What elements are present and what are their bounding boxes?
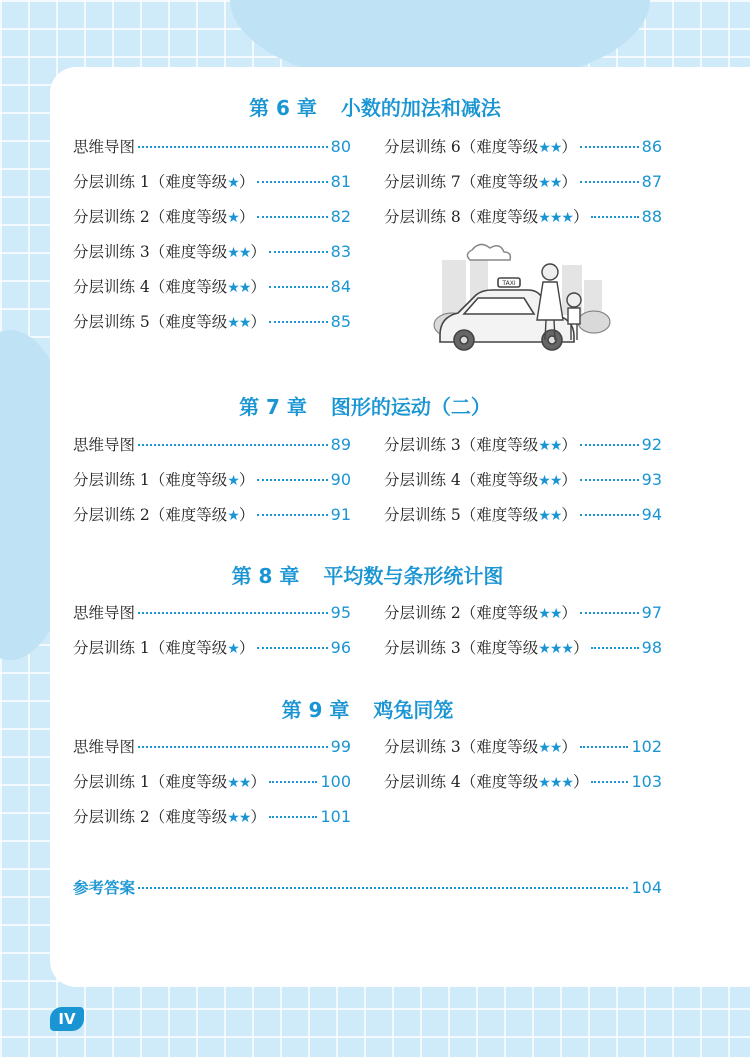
entry-label-text: 分层训练 4（难度等级 [384, 471, 539, 489]
difficulty-stars: ★★★ [538, 210, 573, 226]
entry-label-text: 分层训练 6（难度等级 [384, 138, 539, 156]
toc-entry[interactable] [73, 172, 351, 193]
entry-label-text: 分层训练 2（难度等级 [384, 604, 539, 622]
entry-label: 参考答案 [73, 879, 136, 897]
entry-label [384, 505, 577, 526]
entry-label [73, 807, 266, 828]
entry-page: 94 [641, 505, 662, 524]
difficulty-stars: ★★ [538, 740, 562, 756]
close-paren: ） [561, 471, 577, 489]
difficulty-stars: ★★★ [538, 641, 573, 657]
entry-page: 82 [330, 207, 351, 226]
toc-entry[interactable] [384, 207, 662, 228]
toc-entry[interactable] [73, 505, 351, 526]
entry-page: 104 [631, 878, 662, 897]
difficulty-stars: ★★ [227, 245, 251, 261]
difficulty-stars: ★★ [538, 140, 562, 156]
entry-page: 86 [641, 137, 662, 156]
close-paren: ） [250, 808, 266, 826]
toc-entry[interactable] [73, 470, 351, 491]
close-paren: ） [250, 243, 266, 261]
taxi-illustration [432, 240, 612, 355]
entry-label-text: 分层训练 1（难度等级 [73, 471, 228, 489]
entry-label-text: 思维导图 [73, 738, 136, 756]
entry-label-text: 分层训练 4（难度等级 [73, 278, 228, 296]
close-paren: ） [561, 604, 577, 622]
entry-label [73, 242, 266, 263]
entry-page: 103 [631, 772, 662, 791]
dot-leader [257, 647, 327, 649]
entry-page: 101 [320, 807, 351, 826]
entry-label [384, 638, 588, 659]
entry-label-text: 分层训练 3（难度等级 [384, 738, 539, 756]
toc-entry[interactable] [73, 207, 351, 228]
difficulty-stars: ★★ [227, 775, 251, 791]
dot-leader [269, 781, 318, 783]
entry-label [384, 603, 577, 624]
entry-page: 96 [330, 638, 351, 657]
entry-label-text: 分层训练 8（难度等级 [384, 208, 539, 226]
entry-label-text: 分层训练 3（难度等级 [73, 243, 228, 261]
entry-label [73, 312, 266, 333]
chapter-number: 第 9 章 [281, 698, 350, 722]
toc-entry[interactable] [384, 603, 662, 624]
close-paren: ） [561, 173, 577, 191]
dot-leader [257, 479, 327, 481]
close-paren: ） [250, 773, 266, 791]
entry-label-text: 思维导图 [73, 436, 136, 454]
entry-page: 92 [641, 435, 662, 454]
entry-page: 80 [330, 137, 351, 156]
entry-page: 81 [330, 172, 351, 191]
difficulty-stars: ★★ [538, 175, 562, 191]
entry-label-text: 分层训练 1（难度等级 [73, 173, 228, 191]
difficulty-stars: ★ [227, 641, 239, 657]
entry-page: 98 [641, 638, 662, 657]
entry-label [73, 435, 135, 455]
close-paren: ） [238, 471, 255, 489]
close-paren: ） [561, 436, 577, 454]
toc-card [50, 67, 750, 987]
toc-entry[interactable] [384, 772, 662, 793]
entry-label [384, 137, 577, 158]
chapter-9-title [0, 694, 735, 723]
entry-label [384, 772, 588, 793]
dot-leader [591, 647, 638, 649]
chapter-6-title [0, 92, 750, 121]
entry-label-text: 分层训练 3（难度等级 [384, 436, 539, 454]
dot-leader [269, 286, 328, 288]
toc-entry[interactable] [73, 772, 351, 793]
toc-entry[interactable] [73, 435, 351, 455]
toc-entry[interactable] [384, 505, 662, 526]
chapter-name: 小数的加法和减法 [340, 96, 501, 120]
entry-page: 102 [631, 737, 662, 756]
dot-leader [269, 321, 328, 323]
entry-label [384, 737, 577, 758]
toc-entry[interactable] [73, 137, 351, 157]
entry-label [73, 277, 266, 298]
toc-entry[interactable] [73, 242, 351, 263]
toc-entry[interactable] [73, 277, 351, 298]
toc-entry[interactable] [73, 312, 351, 333]
difficulty-stars: ★ [227, 175, 239, 191]
entry-label [73, 207, 254, 228]
dot-leader [257, 514, 327, 516]
entry-label-text: 分层训练 2（难度等级 [73, 808, 228, 826]
chapter-8-title [0, 560, 735, 589]
toc-entry[interactable] [384, 638, 662, 659]
dot-leader [138, 746, 328, 748]
dot-leader [138, 444, 328, 446]
close-paren: ） [572, 639, 589, 657]
entry-page: 91 [330, 505, 351, 524]
toc-entry[interactable] [73, 638, 351, 659]
dot-leader [138, 887, 628, 889]
difficulty-stars: ★★ [227, 280, 251, 296]
entry-page: 88 [641, 207, 662, 226]
chapter-name: 鸡兔同笼 [373, 698, 454, 722]
chapter-number: 第 6 章 [249, 96, 317, 120]
entry-label [73, 505, 254, 526]
entry-label [73, 638, 254, 659]
dot-leader [580, 444, 639, 446]
entry-label [384, 172, 577, 193]
entry-page: 93 [641, 470, 662, 489]
close-paren: ） [238, 506, 255, 524]
entry-label [73, 737, 135, 757]
taxi-sign: TAXI [502, 280, 516, 287]
dot-leader [580, 181, 639, 183]
entry-label-text: 分层训练 5（难度等级 [384, 506, 539, 524]
difficulty-stars: ★★ [538, 508, 562, 524]
entry-label [73, 137, 135, 157]
toc-entry[interactable] [384, 172, 662, 193]
entry-page: 87 [641, 172, 662, 191]
entry-label-text: 分层训练 5（难度等级 [73, 313, 228, 331]
close-paren: ） [572, 773, 589, 791]
dot-leader [269, 816, 318, 818]
dot-leader [138, 612, 328, 614]
toc-entry[interactable] [73, 737, 351, 757]
entry-page: 97 [641, 603, 662, 622]
entry-label [73, 172, 254, 193]
entry-label-text: 分层训练 7（难度等级 [384, 173, 539, 191]
difficulty-stars: ★★ [538, 438, 562, 454]
entry-label-text: 分层训练 2（难度等级 [73, 506, 228, 524]
difficulty-stars: ★★ [227, 315, 251, 331]
entry-page: 100 [320, 772, 351, 791]
difficulty-stars: ★★ [538, 606, 562, 622]
dot-leader [591, 216, 638, 218]
entry-page: 85 [330, 312, 351, 331]
chapter-number: 第 8 章 [231, 564, 300, 588]
dot-leader [138, 146, 328, 148]
entry-label [384, 470, 577, 491]
close-paren: ） [238, 639, 255, 657]
difficulty-stars: ★★ [227, 810, 251, 826]
toc-entry[interactable] [384, 737, 662, 758]
toc-entry[interactable] [384, 137, 662, 158]
entry-label [73, 470, 254, 491]
entry-label [384, 435, 577, 456]
close-paren: ） [250, 278, 266, 296]
toc-entry[interactable] [73, 603, 351, 623]
chapter-name: 图形的运动（二） [330, 395, 491, 419]
entry-page: 99 [330, 737, 351, 756]
dot-leader [591, 781, 628, 783]
difficulty-stars: ★ [227, 508, 239, 524]
close-paren: ） [561, 506, 577, 524]
difficulty-stars: ★★★ [538, 775, 573, 791]
dot-leader [580, 612, 639, 614]
close-paren: ） [238, 208, 255, 226]
entry-label-text: 分层训练 4（难度等级 [384, 773, 539, 791]
entry-label-text: 分层训练 1（难度等级 [73, 639, 228, 657]
entry-label-text: 思维导图 [73, 138, 136, 156]
dot-leader [269, 251, 328, 253]
entry-label-text: 分层训练 3（难度等级 [384, 639, 539, 657]
entry-label-text: 思维导图 [73, 604, 136, 622]
toc-entry-answers[interactable] [73, 878, 662, 898]
chapter-name: 平均数与条形统计图 [323, 564, 504, 588]
close-paren: ） [238, 173, 255, 191]
entry-page: 84 [330, 277, 351, 296]
difficulty-stars: ★ [227, 210, 239, 226]
entry-label [73, 772, 266, 793]
dot-leader [257, 216, 327, 218]
toc-entry[interactable] [384, 435, 662, 456]
toc-entry[interactable] [384, 470, 662, 491]
entry-page: 90 [330, 470, 351, 489]
entry-page: 83 [330, 242, 351, 261]
entry-page: 89 [330, 435, 351, 454]
entry-label-text: 分层训练 1（难度等级 [73, 773, 228, 791]
entry-page: 95 [330, 603, 351, 622]
close-paren: ） [572, 208, 589, 226]
close-paren: ） [250, 313, 266, 331]
close-paren: ） [561, 138, 577, 156]
entry-label [73, 603, 135, 623]
difficulty-stars: ★★ [538, 473, 562, 489]
cloud-shape [467, 244, 510, 260]
entry-label [384, 207, 588, 228]
dot-leader [580, 146, 639, 148]
dot-leader [580, 514, 639, 516]
close-paren: ） [561, 738, 577, 756]
difficulty-stars: ★ [227, 473, 239, 489]
dot-leader [580, 479, 639, 481]
page-number: IV [50, 1007, 84, 1031]
chapter-number: 第 7 章 [239, 395, 307, 419]
dot-leader [580, 746, 629, 748]
chapter-7-title [0, 391, 730, 420]
dot-leader [257, 181, 327, 183]
toc-entry[interactable] [73, 807, 351, 828]
entry-label-text: 分层训练 2（难度等级 [73, 208, 228, 226]
